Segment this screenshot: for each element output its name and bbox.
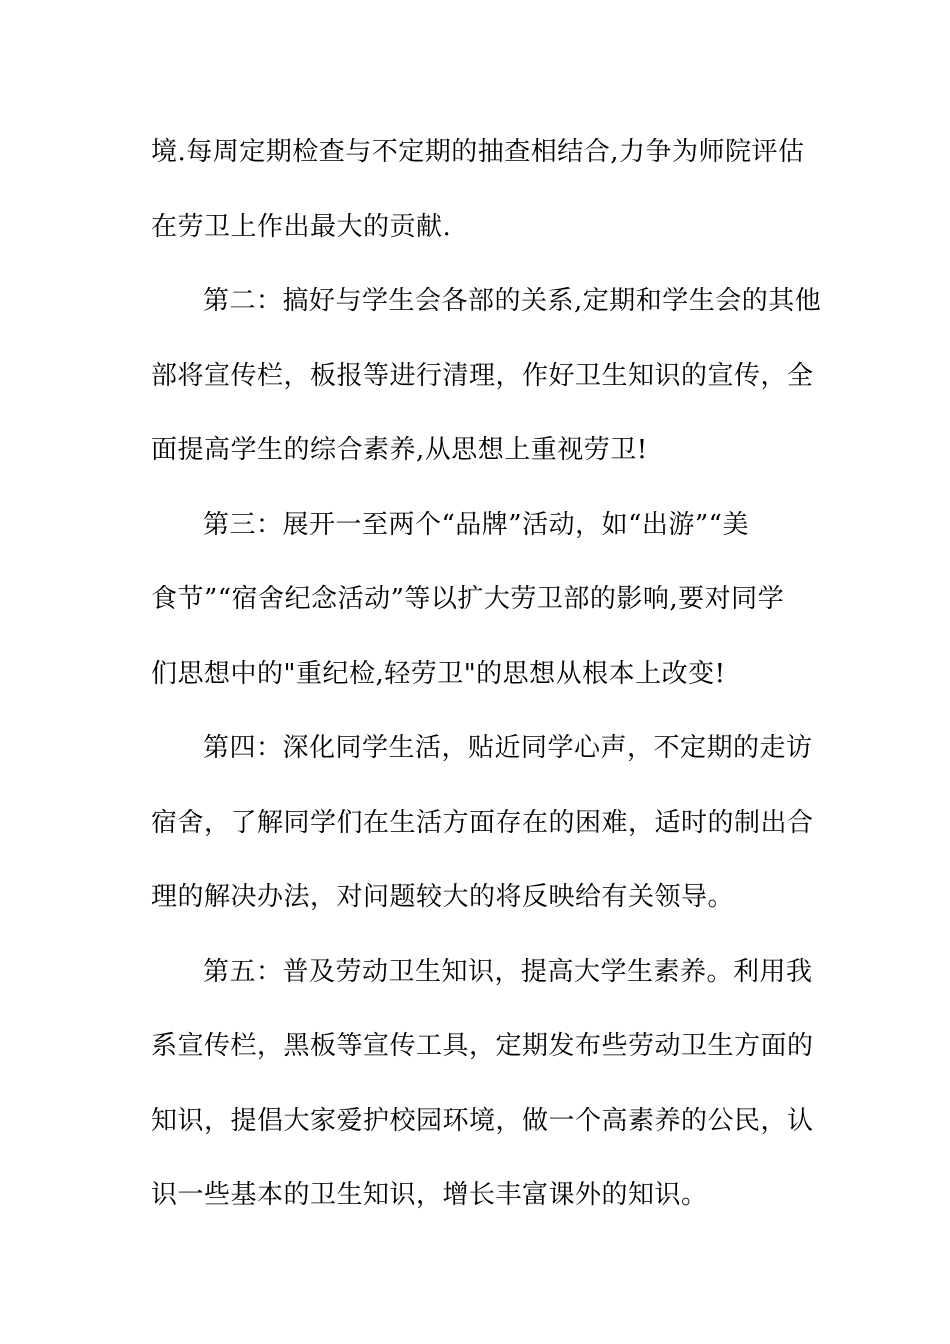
text-line: 理的解决办法，对问题较大的将反映给有关领导。 — [151, 882, 735, 912]
text-line: 食节”“宿舍纪念活动”等以扩大劳卫部的影响,要对同学 — [151, 584, 785, 614]
text-line: 识一些基本的卫生知识，增长丰富课外的知识。 — [151, 1180, 708, 1210]
text-line: 部将宣传栏，板报等进行清理，作好卫生知识的宣传，全 — [151, 360, 814, 391]
paragraph-start-line: 第五：普及劳动卫生知识，提高大学生素养。利用我 — [203, 956, 813, 987]
paragraph-start-line: 第三：展开一至两个“品牌”活动，如“出游”“美 — [203, 509, 749, 540]
paragraph-start-line: 第四：深化同学生活，贴近同学心声，不定期的走访 — [203, 733, 813, 763]
text-line: 系宣传栏，黑板等宣传工具，定期发布些劳动卫生方面的 — [151, 1031, 814, 1061]
text-line: 在劳卫上作出最大的贡献. — [151, 211, 452, 242]
body-text — [151, 128, 822, 1246]
text-line: 面提高学生的综合素养,从思想上重视劳卫! — [151, 435, 648, 465]
text-line: 宿舍，了解同学们在生活方面存在的困难，适时的制出合 — [151, 807, 814, 838]
text-line: 知识，提倡大家爱护校园环境，做一个高素养的公民，认 — [151, 1105, 814, 1136]
text-line: 们思想中的"重纪检,轻劳卫"的思想从根本上改变! — [151, 658, 726, 689]
text-line: 境.每周定期检查与不定期的抽查相结合,力争为师院评估 — [151, 137, 805, 167]
paragraph-start-line: 第二：搞好与学生会各部的关系,定期和学生会的其他 — [203, 286, 822, 316]
